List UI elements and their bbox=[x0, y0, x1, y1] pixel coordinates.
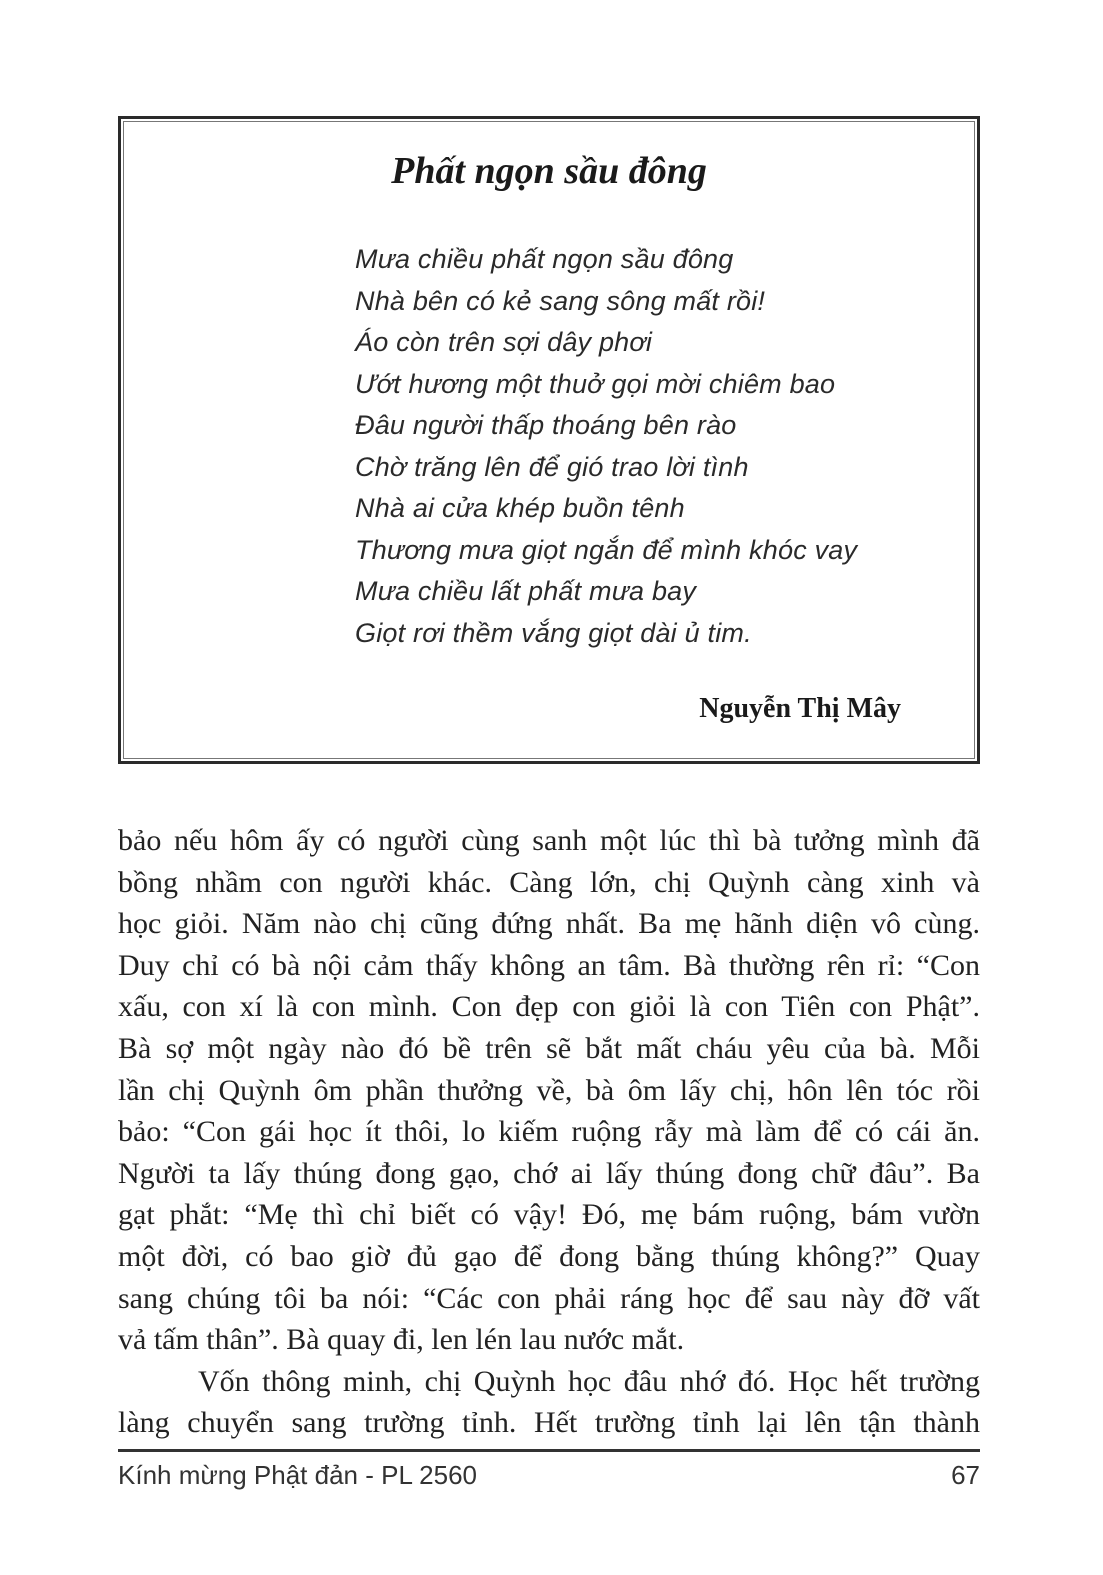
text-line: gạt phắt: “Mẹ thì chỉ biết có vậy! Đó, mẹ bám ruộng, bám vườn bbox=[118, 1198, 980, 1232]
body-text bbox=[118, 820, 980, 1444]
poem-line: Nhà bên có kẻ sang sông mất rồi! bbox=[355, 285, 766, 316]
text-line: Duy chỉ có bà nội cảm thấy không an tâm. Bà thường rên rỉ: “Con bbox=[118, 948, 980, 982]
page-number: 67 bbox=[951, 1460, 980, 1490]
text-line: làng chuyển sang trường tỉnh. Hết trường tỉnh lại lên tận thành bbox=[118, 1406, 980, 1440]
text-line: Người ta lấy thúng đong gạo, chớ ai lấy thúng đong chữ đâu”. Ba bbox=[118, 1156, 980, 1190]
poem-line: Chờ trăng lên để gió trao lời tình bbox=[355, 451, 749, 482]
text-line: xấu, con xí là con mình. Con đẹp con giỏi là con Tiên con Phật”. bbox=[118, 990, 980, 1024]
poem-author: Nguyễn Thị Mây bbox=[699, 693, 901, 724]
text-line: bảo: “Con gái học ít thôi, lo kiếm ruộng rẫy mà làm để có cái ăn. bbox=[118, 1115, 980, 1149]
poem-line: Ướt hương một thuở gọi mời chiêm bao bbox=[355, 368, 836, 399]
text-line: lần chị Quỳnh ôm phần thưởng về, bà ôm lấy chị, hôn lên tóc rồi bbox=[118, 1073, 980, 1107]
poem-title: Phất ngọn sầu đông bbox=[391, 150, 707, 192]
text-line: một đời, có bao giờ đủ gạo để đong bằng thúng không?” Quay bbox=[118, 1239, 980, 1273]
poem-box bbox=[118, 116, 980, 764]
text-line: sang chúng tôi ba nói: “Các con phải ráng học để sau này đỡ vất bbox=[118, 1281, 980, 1315]
text-line: Bà sợ một ngày nào đó bề trên sẽ bắt mất cháu yêu của bà. Mỗi bbox=[118, 1031, 980, 1065]
text-line: Vốn thông minh, chị Quỳnh học đâu nhớ đó. Học hết trường bbox=[198, 1364, 980, 1398]
footer-divider bbox=[118, 1449, 980, 1452]
text-line: bồng nhầm con người khác. Càng lớn, chị Quỳnh càng xinh và bbox=[118, 865, 980, 899]
text-line: vả tấm thân”. Bà quay đi, len lén lau nước mắt. bbox=[118, 1323, 685, 1357]
poem-line: Đâu người thấp thoáng bên rào bbox=[355, 410, 737, 440]
poem-verses bbox=[355, 239, 857, 654]
poem-line: Giọt rơi thềm vắng giọt dài ủ tim. bbox=[355, 617, 752, 648]
text-line: học giỏi. Năm nào chị cũng đứng nhất. Ba mẹ hãnh diện vô cùng. bbox=[118, 907, 980, 941]
poem-line: Mưa chiều phất ngọn sầu đông bbox=[355, 244, 734, 274]
poem-line: Mưa chiều lất phất mưa bay bbox=[355, 576, 697, 606]
poem-line: Áo còn trên sợi dây phơi bbox=[355, 327, 653, 357]
poem-line: Nhà ai cửa khép buồn tênh bbox=[355, 493, 685, 523]
poem-line: Thương mưa giọt ngắn để mình khóc vay bbox=[355, 534, 858, 565]
footer-publication: Kính mừng Phật đản - PL 2560 bbox=[118, 1460, 478, 1490]
text-line: bảo nếu hôm ấy có người cùng sanh một lúc thì bà tưởng mình đã bbox=[118, 824, 980, 857]
